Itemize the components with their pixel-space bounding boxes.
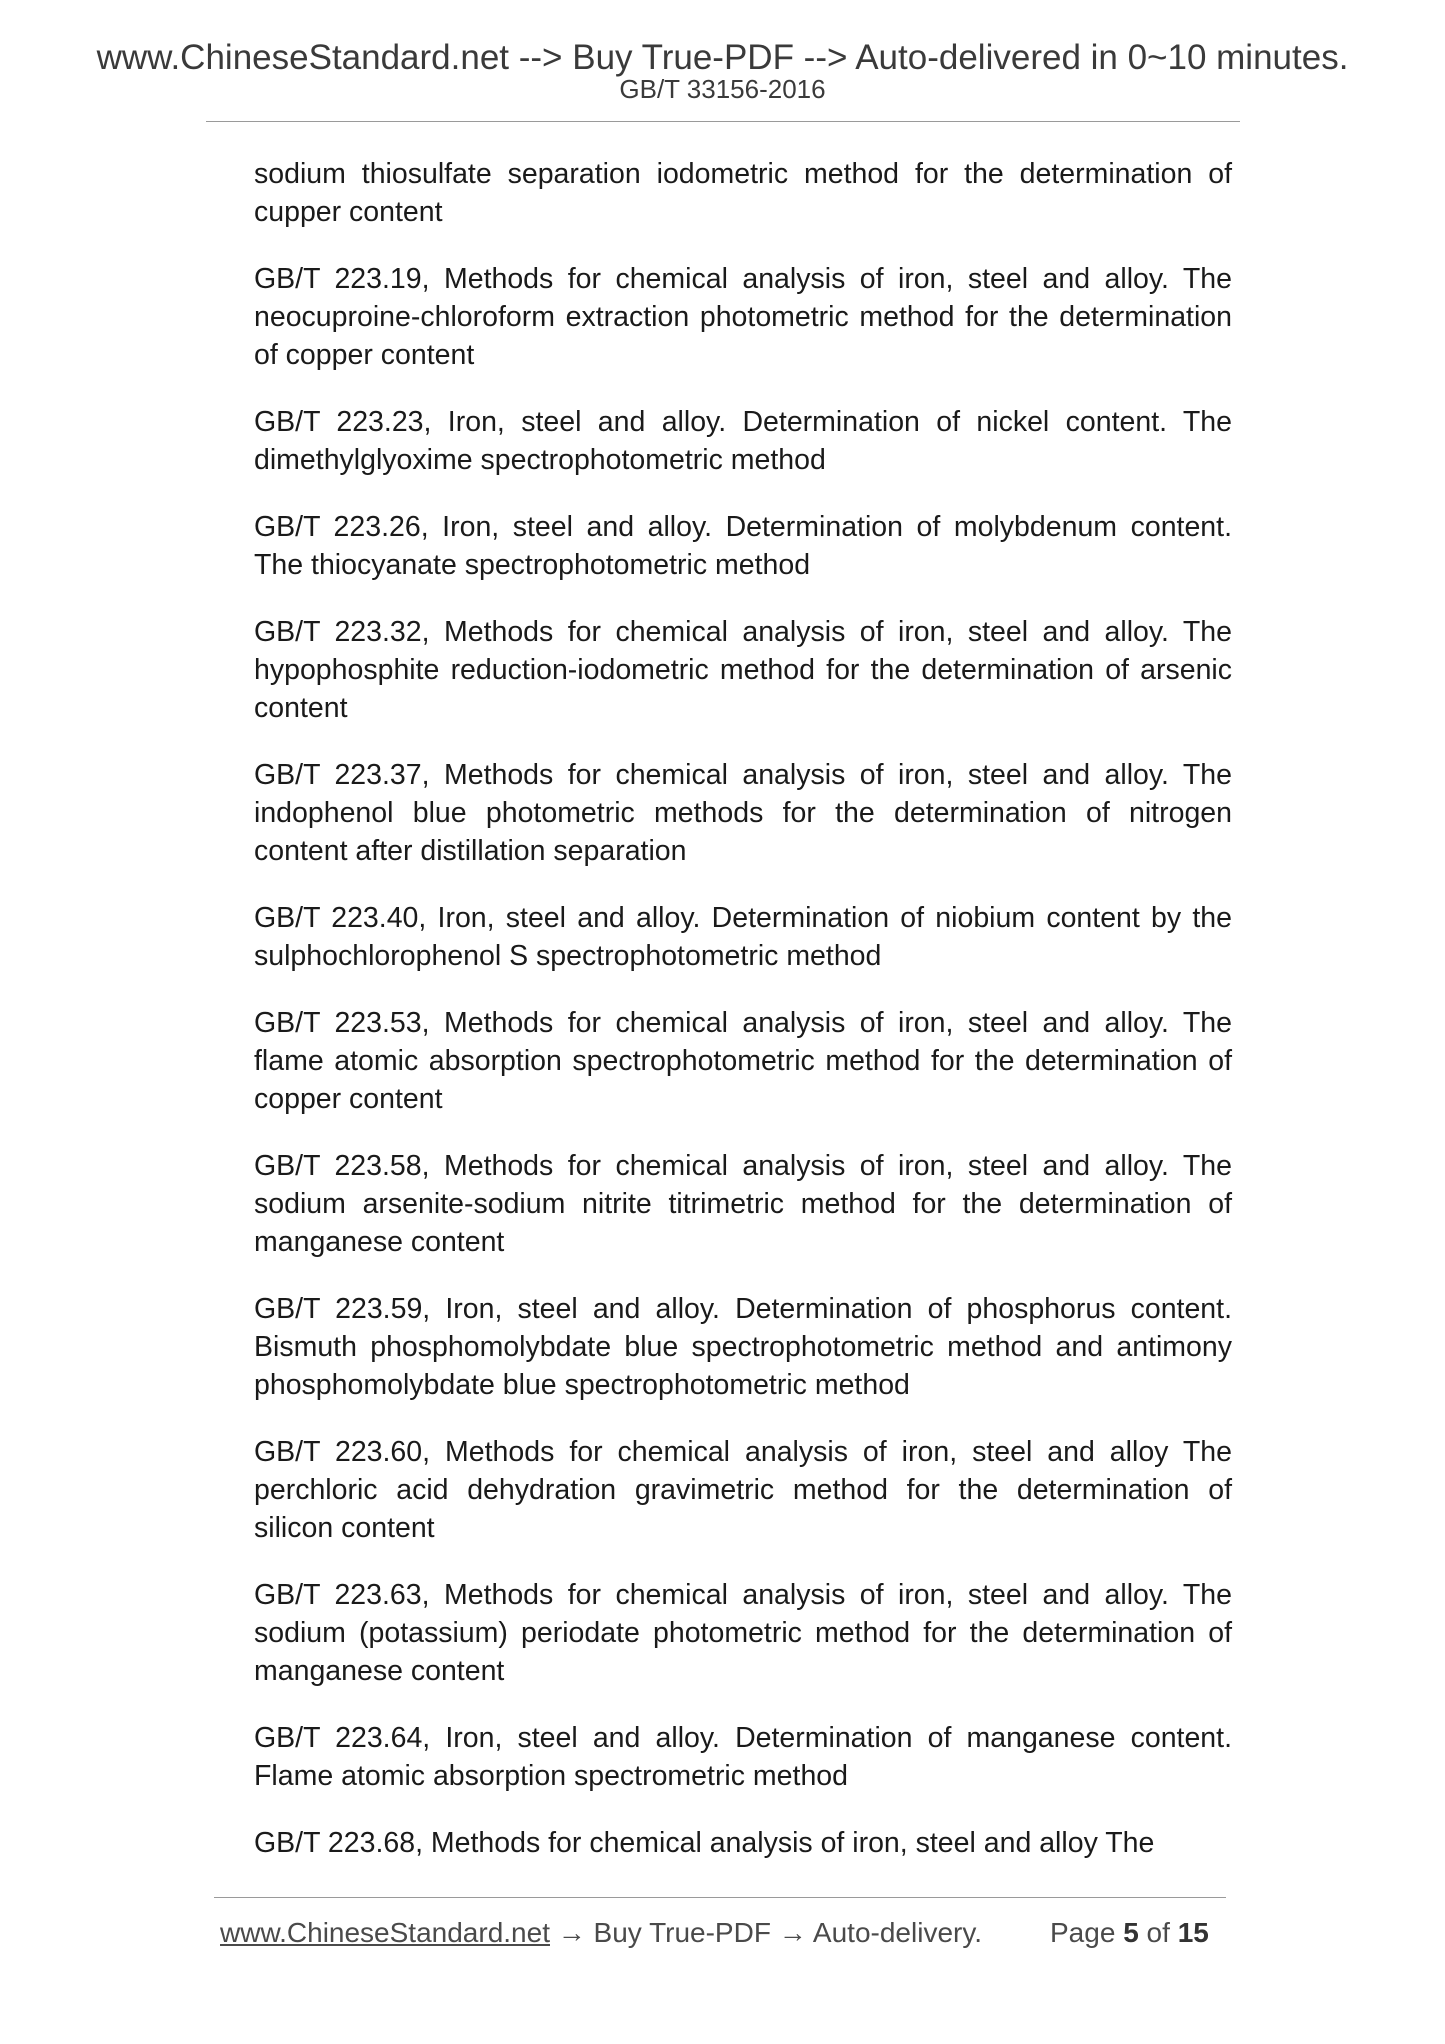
paragraph-3: GB/T 223.23, Iron, steel and alloy. Determination of nickel content. The dimethylglyoxime spectrophotometric method xyxy=(254,406,1232,476)
paragraph-13: GB/T 223.64, Iron, steel and alloy. Determination of manganese content. Flame atomic absorption spectrometric method xyxy=(254,1722,1232,1792)
paragraph-5: GB/T 223.32, Methods for chemical analysis of iron, steel and alloy. The hypophosphite reduction-iodometric method for the determination of arsenic content xyxy=(254,616,1232,724)
paragraph-4: GB/T 223.26, Iron, steel and alloy. Determination of molybdenum content. The thiocyanate spectrophotometric method xyxy=(254,511,1232,581)
header-divider xyxy=(206,121,1240,122)
document-body xyxy=(254,155,1232,1891)
footer-divider xyxy=(214,1897,1226,1898)
page-total: 15 xyxy=(1177,1917,1209,1948)
paragraph-8: GB/T 223.53, Methods for chemical analysis of iron, steel and alloy. The flame atomic absorption spectrophotometric method for the determination of copper content xyxy=(254,1007,1232,1115)
page-label: Page xyxy=(1050,1917,1116,1948)
paragraph-12: GB/T 223.63, Methods for chemical analysis of iron, steel and alloy. The sodium (potassium) periodate photometric method for the determination of manganese content xyxy=(254,1579,1232,1687)
paragraph-7: GB/T 223.40, Iron, steel and alloy. Determination of niobium content by the sulphochlorophenol S spectrophotometric method xyxy=(254,902,1232,972)
page-current: 5 xyxy=(1123,1917,1139,1948)
paragraph-6: GB/T 223.37, Methods for chemical analysis of iron, steel and alloy. The indophenol blue photometric methods for the determination of nitrogen content after distillation separation xyxy=(254,759,1232,867)
footer-links xyxy=(220,1916,982,1950)
paragraph-9: GB/T 223.58, Methods for chemical analysis of iron, steel and alloy. The sodium arsenite-sodium nitrite titrimetric method for the determination of manganese content xyxy=(254,1150,1232,1258)
paragraph-11: GB/T 223.60, Methods for chemical analysis of iron, steel and alloy The perchloric acid dehydration gravimetric method for the determination of silicon content xyxy=(254,1436,1232,1544)
paragraph-10: GB/T 223.59, Iron, steel and alloy. Determination of phosphorus content. Bismuth phosphomolybdate blue spectrophotometric method and antimony phosphomolybdate blue spectrophotometric method xyxy=(254,1293,1232,1401)
footer-tagline: → Buy True-PDF → Auto-delivery. xyxy=(549,1917,983,1948)
paragraph-1: sodium thiosulfate separation iodometric method for the determination of cupper content xyxy=(254,158,1232,228)
paragraph-2: GB/T 223.19, Methods for chemical analysis of iron, steel and alloy. The neocuproine-chloroform extraction photometric method for the determination of copper content xyxy=(254,263,1232,371)
footer-site-link[interactable]: www.ChineseStandard.net xyxy=(220,1917,550,1948)
paragraph-14: GB/T 223.68, Methods for chemical analysis of iron, steel and alloy The xyxy=(254,1827,1155,1859)
page-of-label: of xyxy=(1146,1917,1170,1948)
page-indicator xyxy=(1050,1916,1209,1950)
top-banner: www.ChineseStandard.net --> Buy True-PDF --> Auto-delivered in 0~10 minutes. xyxy=(96,38,1349,77)
document-code: GB/T 33156-2016 xyxy=(619,74,826,104)
